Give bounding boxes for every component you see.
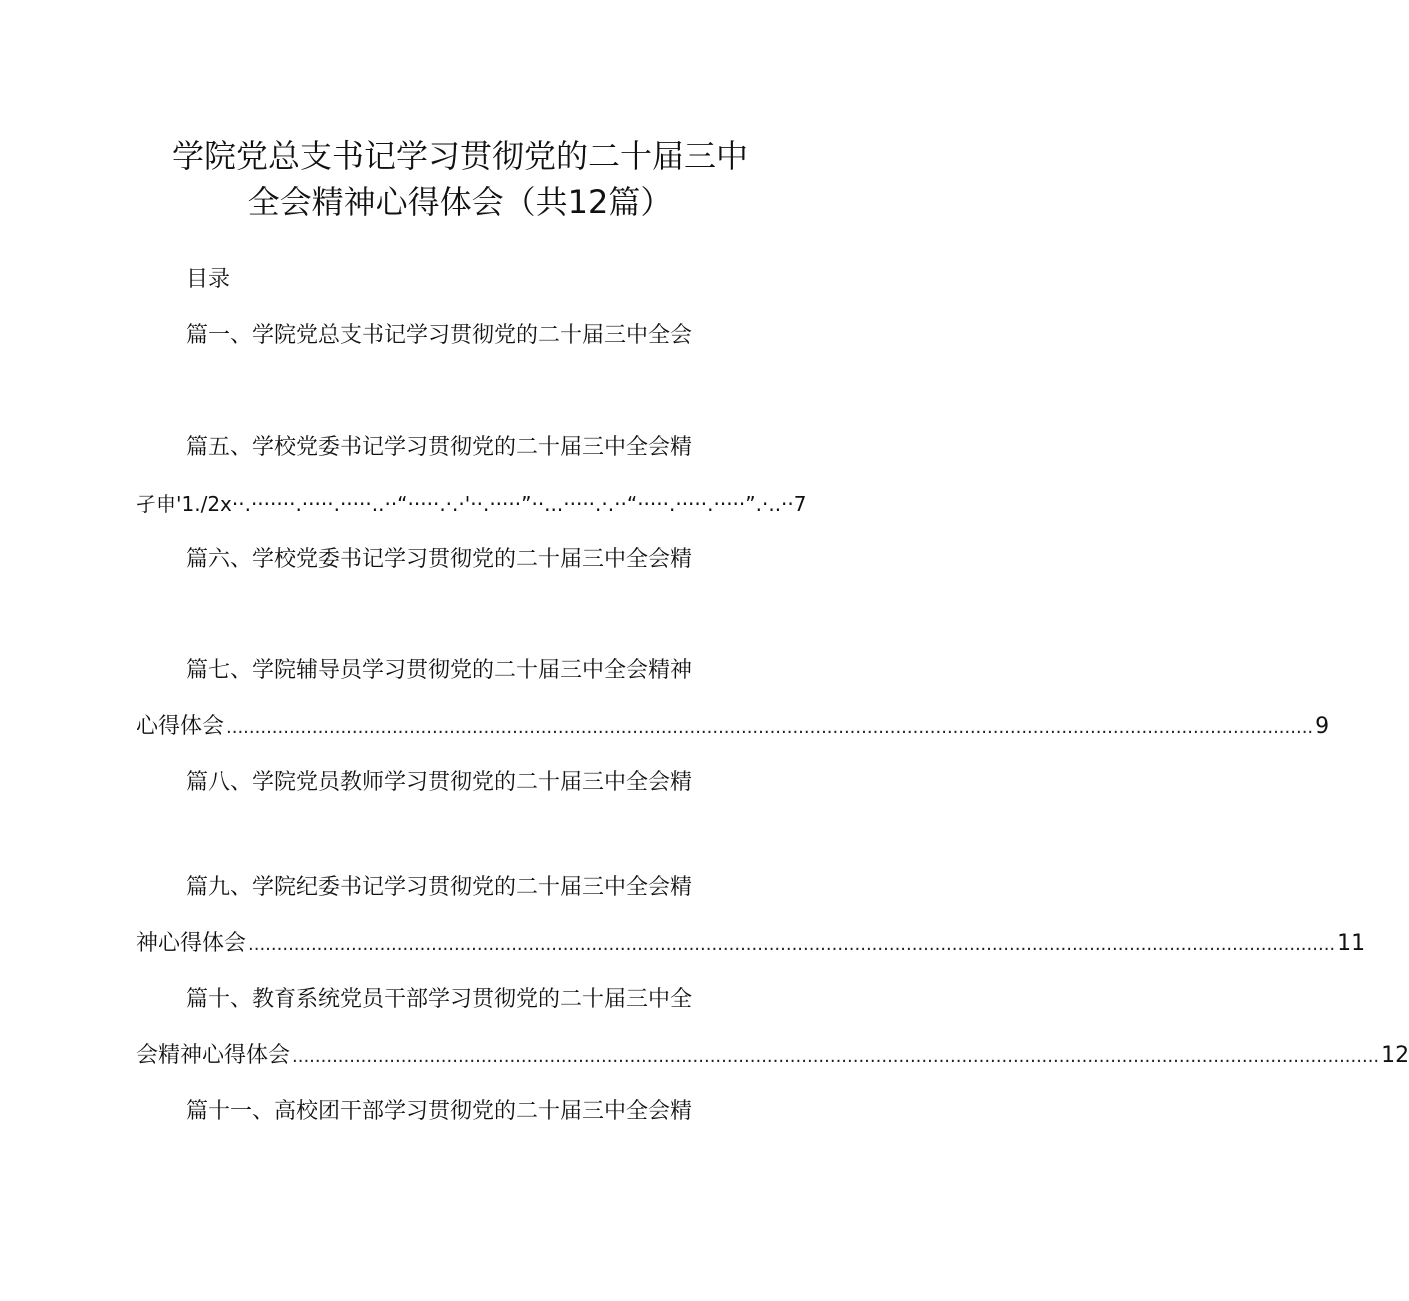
- toc-entry-8[interactable]: 篇八、学院党员教师学习贯彻党的二十届三中全会精: [186, 770, 693, 795]
- toc-leader-dots: ..............................................................................................................................................................................................: [292, 1046, 1380, 1067]
- toc-entry-10-page: 12: [1381, 1043, 1409, 1068]
- toc-leader-dots: ..............................................................................................................................................................................................: [248, 934, 1336, 955]
- document-title-line-1: 学院党总支书记学习贯彻党的二十届三中: [171, 137, 748, 175]
- toc-entry-11[interactable]: 篇十一、高校团干部学习贯彻党的二十届三中全会精: [186, 1099, 693, 1124]
- toc-entry-5-line-2[interactable]: 孑申'1./2x··.·······.·····.·····..··“·····.·.·'··.·····”··...·····.·.··“·····.·····.·····”.·..··7: [136, 492, 807, 516]
- toc-entry-9-text: 神心得体会: [136, 931, 247, 956]
- toc-entry-9-line-1[interactable]: 篇九、学院纪委书记学习贯彻党的二十届三中全会精: [186, 875, 693, 900]
- toc-entry-10-line-1[interactable]: 篇十、教育系统党员干部学习贯彻党的二十届三中全: [186, 987, 693, 1012]
- toc-entry-10-text: 会精神心得体会: [136, 1043, 291, 1068]
- toc-heading: 目录: [186, 267, 231, 292]
- toc-entry-9-page: 11: [1337, 931, 1366, 956]
- toc-entry-7-line-2[interactable]: [136, 711, 1330, 744]
- toc-entry-5-line-1[interactable]: 篇五、学校党委书记学习贯彻党的二十届三中全会精: [186, 435, 693, 460]
- toc-leader-dots: ..............................................................................................................................................................................................: [226, 717, 1314, 738]
- document-title-line-2: 全会精神心得体会（共12篇）: [247, 183, 673, 221]
- toc-entry-9-line-2[interactable]: [136, 928, 1366, 961]
- toc-entry-7-page: 9: [1315, 714, 1330, 739]
- toc-entry-1[interactable]: 篇一、学院党总支书记学习贯彻党的二十届三中全会: [186, 323, 693, 348]
- toc-entry-6[interactable]: 篇六、学校党委书记学习贯彻党的二十届三中全会精: [186, 547, 693, 572]
- toc-entry-10-line-2[interactable]: [136, 1040, 1409, 1073]
- toc-entry-7-text: 心得体会: [136, 714, 225, 739]
- toc-entry-7-line-1[interactable]: 篇七、学院辅导员学习贯彻党的二十届三中全会精神: [186, 658, 693, 683]
